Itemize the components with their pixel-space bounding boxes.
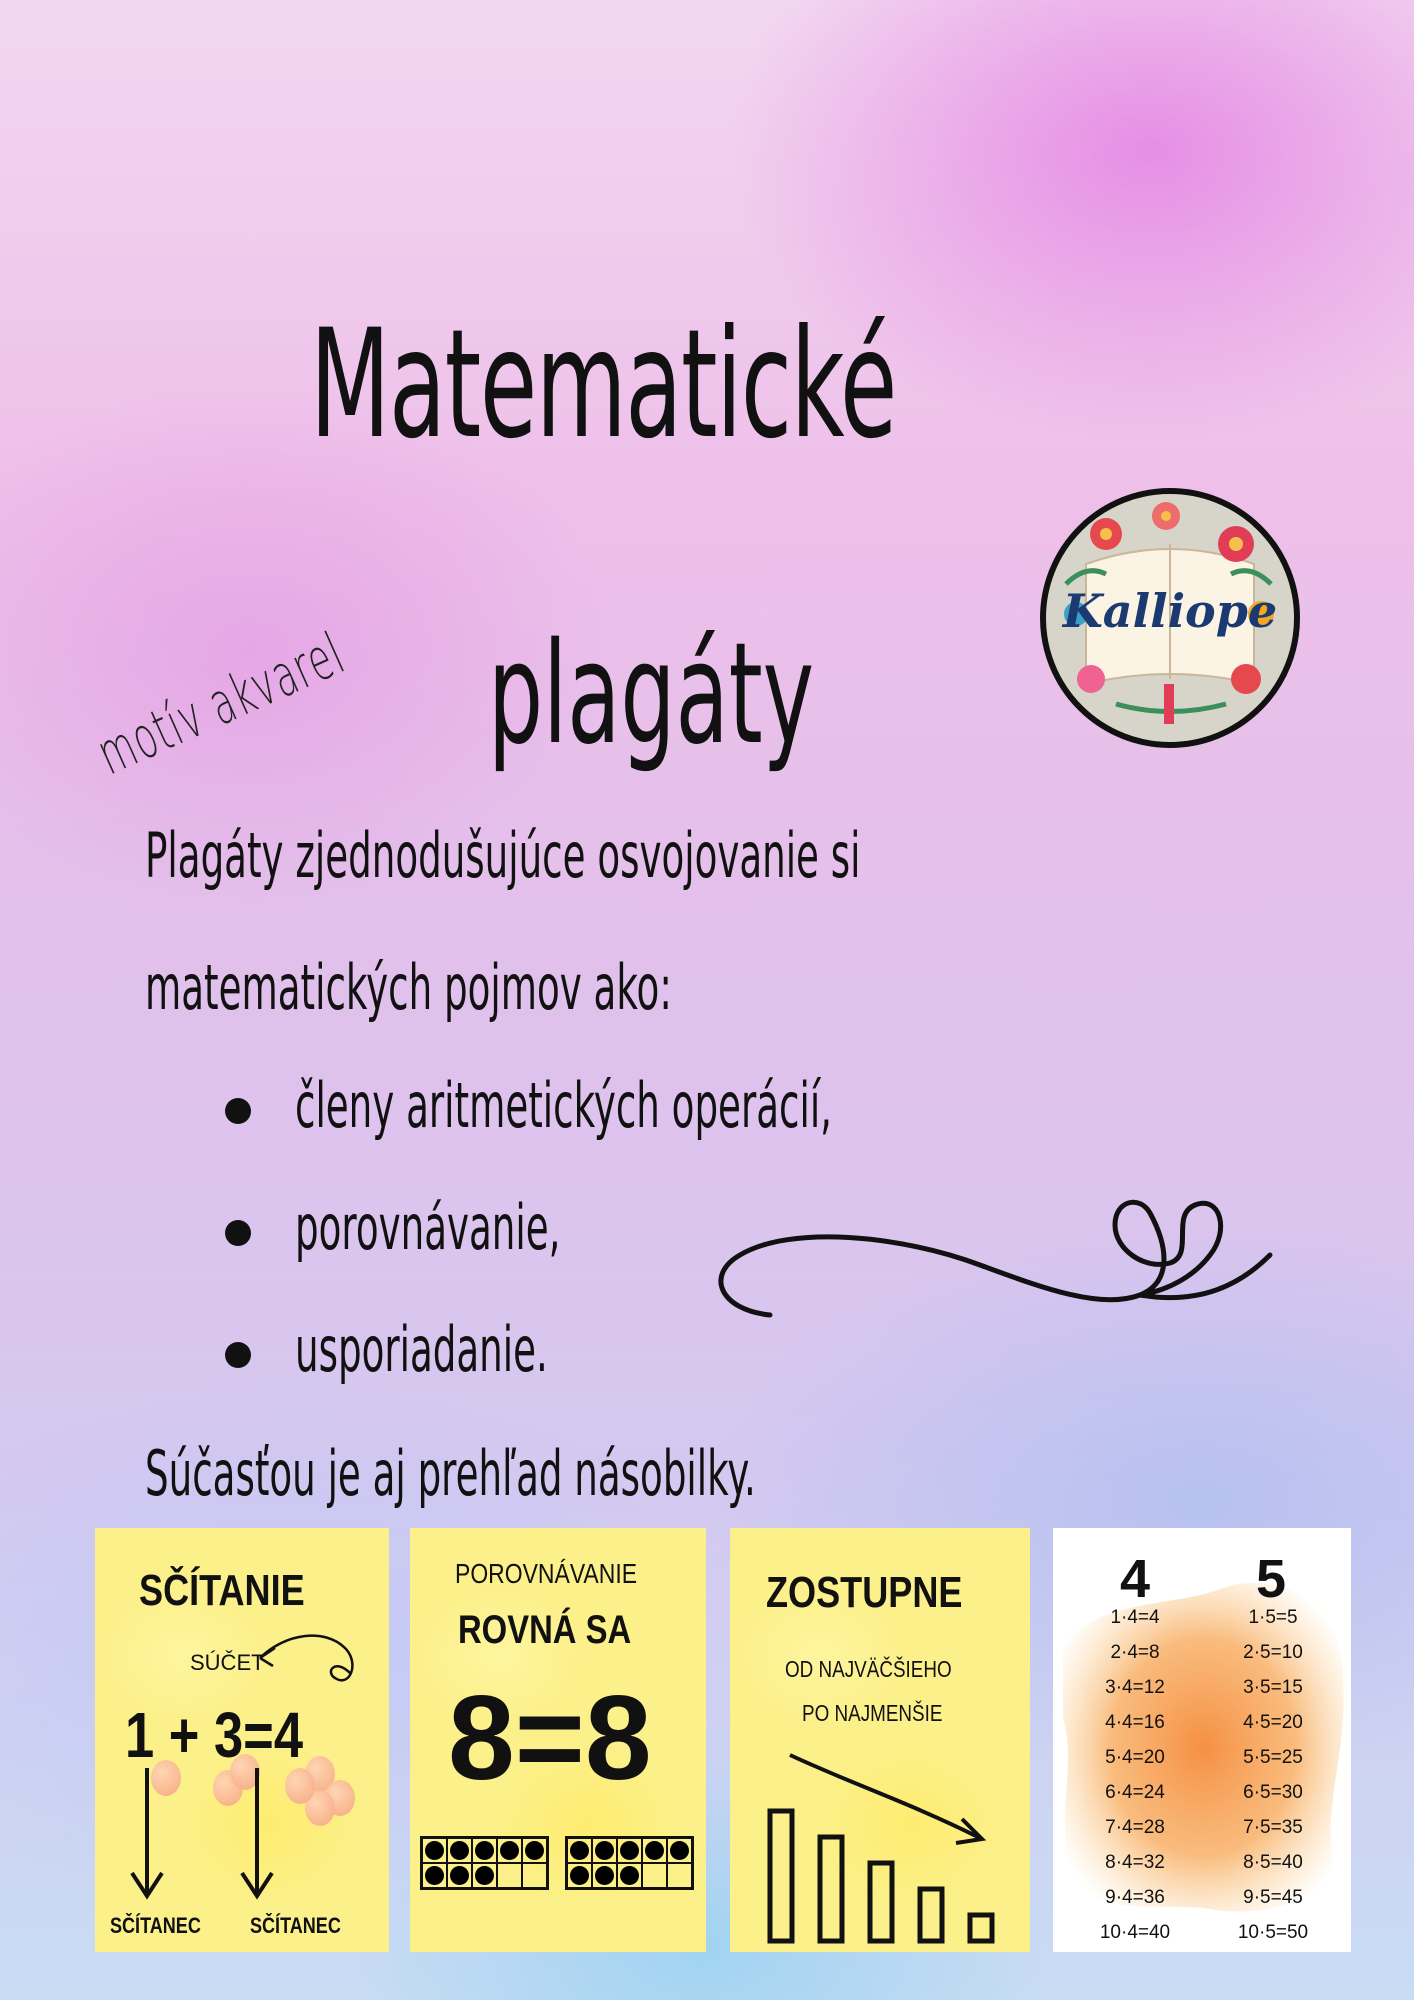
card-scitanie-title: SČÍTANIE [139, 1566, 305, 1615]
nasobilka-row: 4·5=20 [1243, 1712, 1303, 1733]
nasobilka-col-4 [1075, 1600, 1195, 1950]
nasobilka-row: 8·4=32 [1105, 1852, 1165, 1873]
heart-swirl-icon [700, 1195, 1280, 1325]
nasobilka-row: 9·4=36 [1105, 1887, 1165, 1908]
nasobilka-row: 9·5=45 [1243, 1887, 1303, 1908]
nasobilka-row: 2·4=8 [1110, 1642, 1160, 1663]
nasobilka-row: 2·5=10 [1243, 1642, 1303, 1663]
bullet-item: členy aritmetických operácií, [295, 1069, 832, 1142]
nasobilka-row: 5·4=20 [1105, 1747, 1165, 1768]
card-porovnavanie-title: POROVNÁVANIE [455, 1558, 638, 1589]
ten-frame-left [420, 1836, 549, 1890]
nasobilka-row: 1·4=4 [1110, 1607, 1160, 1628]
card-zostupne-line1: OD NAJVÄČŠIEHO [785, 1656, 952, 1682]
ten-frame-right [565, 1836, 694, 1890]
bullet-item: usporiadanie. [295, 1313, 548, 1386]
nasobilka-row: 7·5=35 [1243, 1817, 1303, 1838]
card-scitanie-equation: 1 + 3=4 [125, 1699, 304, 1771]
bullet-dot [225, 1220, 251, 1246]
bullet-item: porovnávanie, [295, 1191, 561, 1264]
card-porovnavanie-subtitle: ROVNÁ SA [458, 1608, 632, 1652]
nasobilka-row: 7·4=28 [1105, 1817, 1165, 1838]
nasobilka-row: 10·5=50 [1237, 1922, 1309, 1943]
nasobilka-row: 8·5=40 [1243, 1852, 1303, 1873]
card-porovnavanie-equation: 8=8 [448, 1671, 652, 1805]
curved-arrow-icon [255, 1628, 365, 1698]
tagline: motív akvarel [87, 619, 355, 788]
bullet-dot [225, 1342, 251, 1368]
card-scitanie-sum-label: SÚČET [190, 1650, 265, 1675]
nasobilka-row: 4·4=16 [1105, 1712, 1165, 1733]
card-scitanie-addend1: SČÍTANEC [110, 1913, 201, 1938]
closing-text: Súčasťou je aj prehľad násobilky. [145, 1437, 756, 1510]
bullet-dot [225, 1098, 251, 1124]
nasobilka-row: 5·5=25 [1243, 1747, 1303, 1768]
nasobilka-header-5: 5 [1255, 1549, 1287, 1609]
nasobilka-row: 3·5=15 [1243, 1677, 1303, 1698]
page-title-line1: Matematické [310, 298, 897, 472]
intro-line2: matematických pojmov ako: [145, 951, 672, 1024]
card-zostupne-title: ZOSTUPNE [766, 1568, 963, 1617]
nasobilka-row: 10·4=40 [1099, 1922, 1171, 1943]
kalliope-logo [1040, 488, 1300, 748]
card-nasobilka [1053, 1528, 1351, 1952]
descending-bars-icon [730, 1743, 1030, 1952]
page-title-line2: plagáty [488, 613, 815, 776]
logo-text: Kalliope [1062, 584, 1278, 638]
card-scitanie-addend2: SČÍTANEC [250, 1913, 341, 1938]
nasobilka-row: 6·4=24 [1105, 1782, 1165, 1803]
card-zostupne-line2: PO NAJMENŠIE [802, 1700, 943, 1726]
card-porovnavanie [410, 1528, 706, 1952]
nasobilka-row: 3·4=12 [1105, 1677, 1165, 1698]
nasobilka-row: 6·5=30 [1243, 1782, 1303, 1803]
card-zostupne [730, 1528, 1030, 1952]
nasobilka-row: 1·5=5 [1248, 1607, 1298, 1628]
nasobilka-header-4: 4 [1119, 1549, 1151, 1609]
intro-line1: Plagáty zjednodušujúce osvojovanie si [145, 819, 861, 892]
nasobilka-col-5 [1213, 1600, 1333, 1950]
card-scitanie [95, 1528, 389, 1952]
down-arrows-icon [117, 1768, 357, 1908]
